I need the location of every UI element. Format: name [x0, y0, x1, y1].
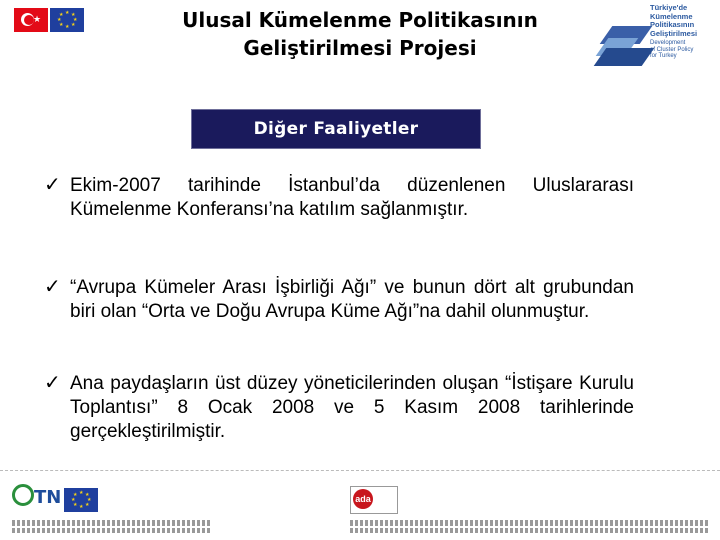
section-title: Diğer Faaliyetler	[191, 109, 481, 149]
turkey-flag-icon: ★	[14, 8, 48, 32]
title-line-2: Geliştirilmesi Projesi	[243, 36, 477, 60]
title-line-1: Ulusal Kümelenme Politikasının	[182, 8, 538, 32]
bullet-text: Ekim-2007 tarihinde İstanbul’da düzenlenen Uluslararası Kümelenme Konferansı’na katılım sağlanmıştır.	[70, 175, 634, 220]
list-item	[44, 174, 634, 222]
page-title	[120, 6, 600, 62]
bullet-text: “Avrupa Kümeler Arası İşbirliği Ağı” ve bunun dört alt grubundan biri olan “Orta ve Doğu Avrupa Küme Ağı”na dahil olunmuştur.	[70, 277, 634, 322]
footer-fine-print	[12, 520, 212, 526]
checkmark-icon: ✓	[44, 172, 61, 196]
bullet-text: Ana paydaşların üst düzey yöneticilerinden oluşan “İstişare Kurulu Toplantısı” 8 Ocak 2008 ve 5 Kasım 2008 tarihlerinde gerçekleştirilmiştir.	[70, 373, 634, 442]
checkmark-icon: ✓	[44, 370, 61, 394]
footer-fine-print	[12, 528, 212, 533]
tn-logo: TN	[12, 484, 61, 514]
list-item	[44, 276, 634, 324]
footer-fine-print	[350, 520, 708, 526]
eu-flag-icon: ★ ★ ★ ★ ★ ★ ★ ★	[50, 8, 84, 32]
footer-divider	[0, 470, 720, 471]
ada-logo: ada	[350, 486, 398, 514]
footer-fine-print	[350, 528, 708, 533]
project-logo	[598, 4, 710, 66]
list-item	[44, 372, 634, 444]
checkmark-icon: ✓	[44, 274, 61, 298]
brand-subtext: Development of Cluster Policy for Turkey	[650, 40, 694, 59]
brand-text: Türkiye'de Kümelenme Politikasının Geliştirilmesi	[650, 3, 698, 38]
eu-flag-icon: ★ ★ ★ ★ ★ ★ ★ ★	[64, 488, 98, 512]
